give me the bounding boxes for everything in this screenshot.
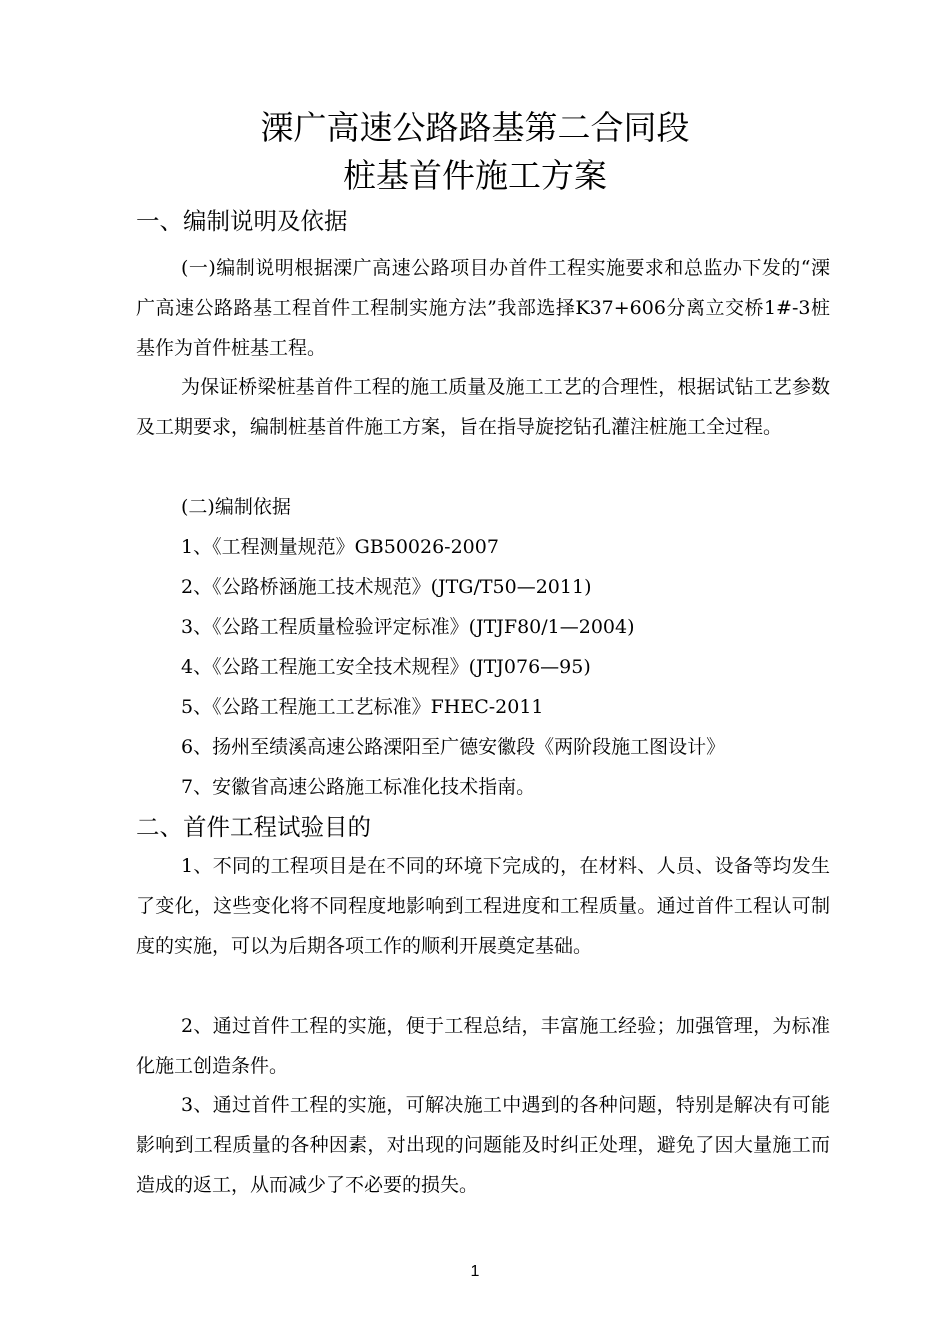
basis-item: 1、《工程测量规范》GB50026-2007 bbox=[181, 536, 499, 558]
basis-item: 5、《公路工程施工工艺标准》FHEC-2011 bbox=[181, 696, 544, 718]
section2-paragraph: 2、通过首件工程的实施，便于工程总结，丰富施工经验；加强管理，为标准化施工创造条件。 bbox=[136, 1015, 830, 1077]
section1-paragraph-2: 为保证桥梁桩基首件工程的施工质量及施工工艺的合理性，根据试钻工艺参数及工期要求，编制桩基首件施工方案，旨在指导旋挖钻孔灌注桩施工全过程。 bbox=[136, 376, 830, 438]
section1-paragraph-1: (一)编制说明根据溧广高速公路项目办首件工程实施要求和总监办下发的“溧广高速公路路基工程首件工程制实施方法”我部选择K37+606分离立交桥1#-3桩基作为首件桩基工程。 bbox=[136, 257, 830, 359]
basis-heading: (二)编制依据 bbox=[181, 496, 291, 518]
basis-item: 7、安徽省高速公路施工标准化技术指南。 bbox=[181, 776, 536, 798]
page-number: 1 bbox=[470, 1263, 480, 1280]
section2-heading: 二、首件工程试验目的 bbox=[136, 813, 371, 841]
section1-heading: 一、编制说明及依据 bbox=[136, 207, 348, 235]
basis-item: 6、扬州至绩溪高速公路溧阳至广德安徽段《两阶段施工图设计》 bbox=[181, 736, 726, 758]
basis-item: 3、《公路工程质量检验评定标准》(JTJF80/1—2004) bbox=[181, 616, 635, 638]
section2-paragraph: 1、不同的工程项目是在不同的环境下完成的，在材料、人员、设备等均发生了变化，这些变化将不同程度地影响到工程进度和工程质量。通过首件工程认可制度的实施，可以为后期各项工作的顺利开展奠定基础。 bbox=[136, 855, 830, 957]
basis-item: 2、《公路桥涵施工技术规范》(JTG/T50—2011) bbox=[181, 576, 592, 598]
document-title-line2: 桩基首件施工方案 bbox=[343, 156, 607, 195]
section2-paragraph: 3、通过首件工程的实施，可解决施工中遇到的各种问题，特别是解决有可能影响到工程质量的各种因素，对出现的问题能及时纠正处理，避免了因大量施工而造成的返工，从而减少了不必要的损失。 bbox=[136, 1094, 830, 1196]
document-title-line1: 溧广高速公路路基第二合同段 bbox=[260, 108, 690, 147]
basis-item: 4、《公路工程施工安全技术规程》(JTJ076—95) bbox=[181, 656, 591, 678]
